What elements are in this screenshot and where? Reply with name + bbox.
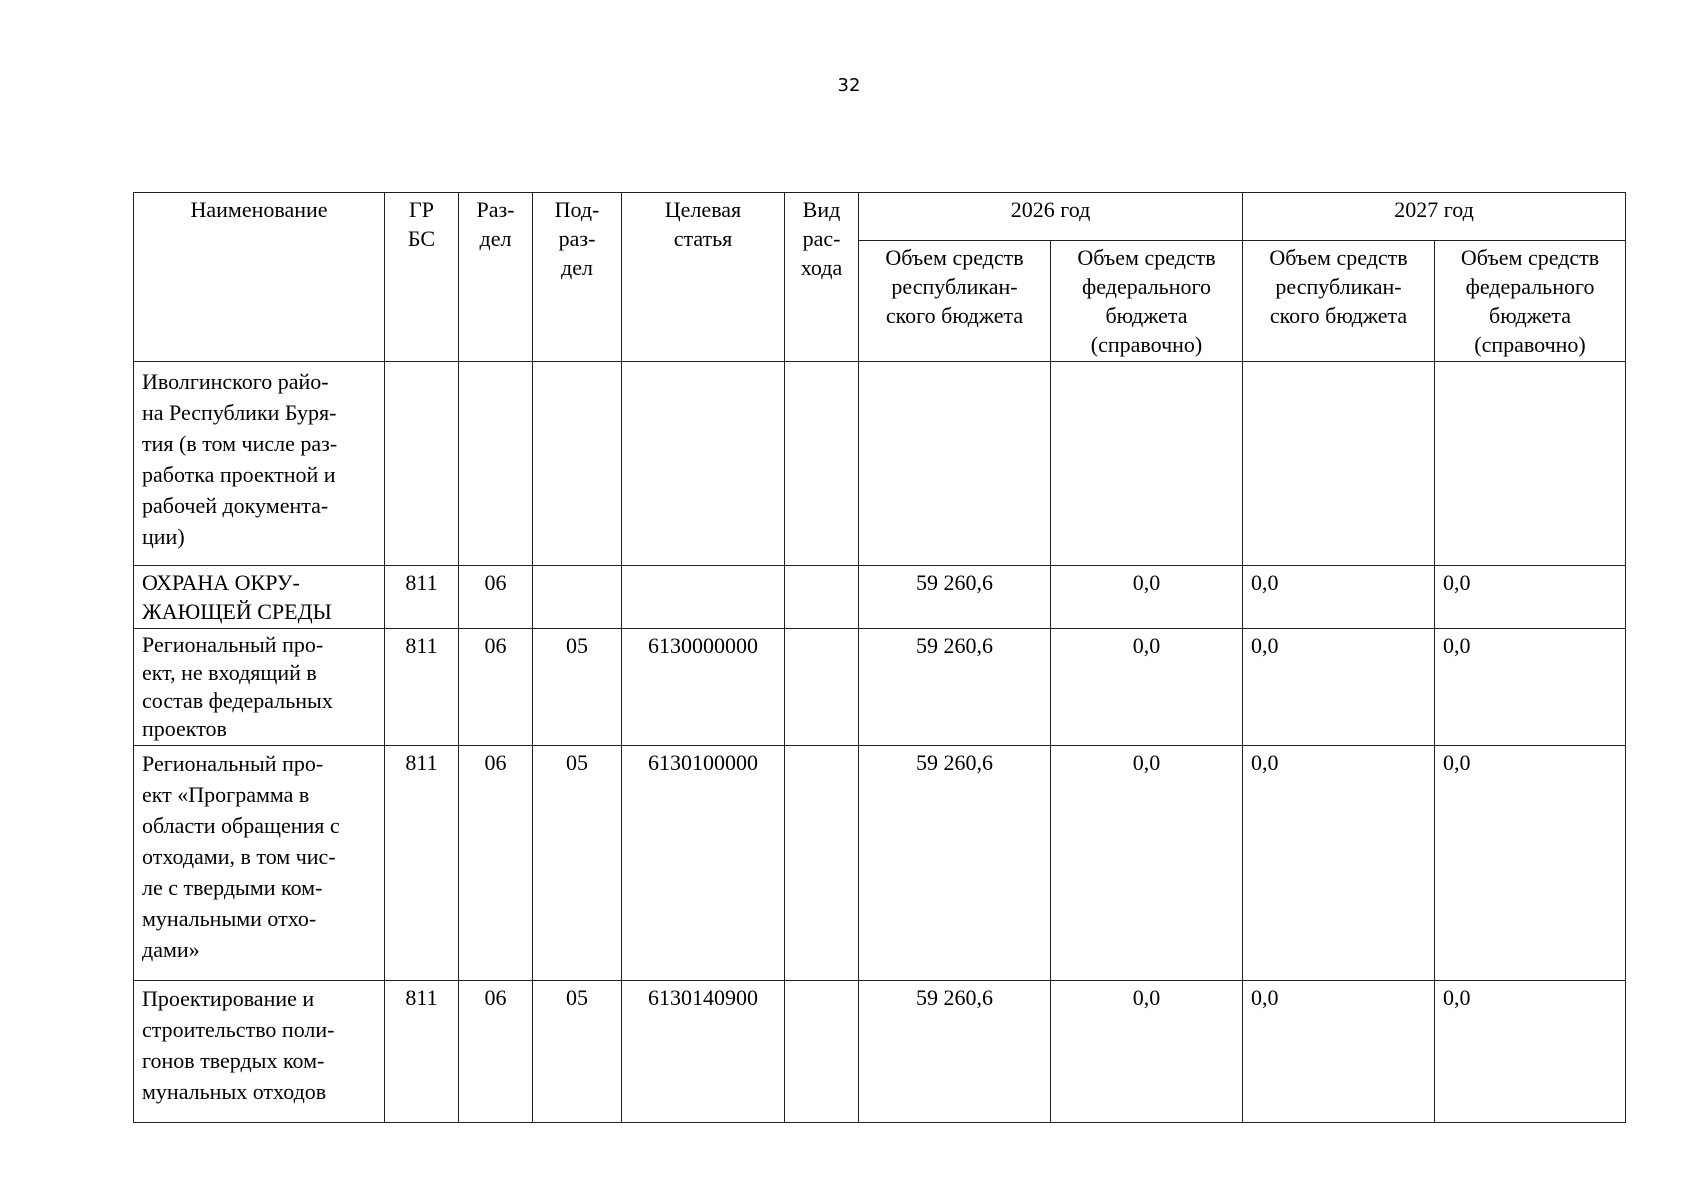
header-year-2027 — [1243, 193, 1626, 241]
cell-celevaya: 6130000000 — [622, 629, 785, 746]
header-name-label: Наименование — [190, 197, 328, 222]
cell-name: Региональный про- ект «Программа в области обращения с отходами, в том чис- ле с твердыми ком- мунальными отхо- дами» — [134, 746, 385, 981]
header-celevaya-label: Целевая статья — [664, 197, 742, 251]
header-2027-fed-label: Объем средств федерального бюджета (справочно) — [1460, 245, 1600, 357]
header-2026-fed — [1051, 241, 1243, 362]
table-row — [134, 746, 1626, 981]
cell-celevaya — [622, 362, 785, 566]
cell-2027-rep: 0,0 — [1243, 629, 1435, 746]
header-2027-rep-label: Объем средств республикан- ского бюджета — [1269, 245, 1408, 328]
cell-vid — [785, 362, 859, 566]
cell-2027-fed: 0,0 — [1435, 746, 1626, 981]
header-year-2026-label: 2026 год — [1010, 197, 1091, 222]
cell-podrazdel: 05 — [533, 629, 622, 746]
cell-2026-rep: 59 260,6 — [859, 566, 1051, 629]
page-number: 32 — [837, 75, 861, 96]
header-celevaya — [622, 193, 785, 362]
budget-table — [133, 192, 1626, 1123]
header-name — [134, 193, 385, 362]
table-row — [134, 566, 1626, 629]
cell-celevaya — [622, 566, 785, 629]
cell-2026-fed: 0,0 — [1051, 566, 1243, 629]
header-vid-label: Вид рас- хода — [800, 197, 843, 280]
cell-2026-fed: 0,0 — [1051, 629, 1243, 746]
cell-2026-fed: 0,0 — [1051, 746, 1243, 981]
header-2027-fed — [1435, 241, 1626, 362]
header-2026-rep — [859, 241, 1051, 362]
cell-2026-rep: 59 260,6 — [859, 629, 1051, 746]
cell-2027-fed: 0,0 — [1435, 981, 1626, 1123]
cell-2026-rep — [859, 362, 1051, 566]
header-year-2026 — [859, 193, 1243, 241]
cell-2027-fed — [1435, 362, 1626, 566]
cell-grbs: 811 — [385, 746, 459, 981]
cell-grbs: 811 — [385, 566, 459, 629]
cell-2027-fed: 0,0 — [1435, 566, 1626, 629]
cell-name: Проектирование и строительство поли- гонов твердых ком- мунальных отходов — [134, 981, 385, 1123]
table-row — [134, 362, 1626, 566]
cell-podrazdel: 05 — [533, 981, 622, 1123]
cell-grbs — [385, 362, 459, 566]
cell-vid — [785, 566, 859, 629]
header-2026-fed-label: Объем средств федерального бюджета (справочно) — [1077, 245, 1216, 357]
cell-grbs: 811 — [385, 981, 459, 1123]
table-body — [134, 362, 1626, 1123]
cell-celevaya: 6130140900 — [622, 981, 785, 1123]
table-row — [134, 981, 1626, 1123]
header-podrazdel — [533, 193, 622, 362]
cell-2027-rep: 0,0 — [1243, 566, 1435, 629]
header-vid — [785, 193, 859, 362]
cell-podrazdel: 05 — [533, 746, 622, 981]
header-grbs — [385, 193, 459, 362]
cell-razdel — [459, 362, 533, 566]
cell-2026-fed: 0,0 — [1051, 981, 1243, 1123]
cell-vid — [785, 746, 859, 981]
cell-2026-rep: 59 260,6 — [859, 746, 1051, 981]
cell-podrazdel — [533, 362, 622, 566]
header-podrazdel-label: Под- раз- дел — [554, 197, 600, 280]
header-2026-rep-label: Объем средств республикан- ского бюджета — [885, 245, 1024, 328]
cell-celevaya: 6130100000 — [622, 746, 785, 981]
cell-2026-fed — [1051, 362, 1243, 566]
cell-razdel: 06 — [459, 629, 533, 746]
cell-2027-rep: 0,0 — [1243, 981, 1435, 1123]
cell-podrazdel — [533, 566, 622, 629]
cell-vid — [785, 981, 859, 1123]
cell-2027-rep — [1243, 362, 1435, 566]
cell-razdel: 06 — [459, 746, 533, 981]
header-year-2027-label: 2027 год — [1394, 197, 1474, 222]
cell-name: Региональный про- ект, не входящий в состав федеральных проектов — [134, 629, 385, 746]
table-header — [134, 193, 1626, 362]
table-row — [134, 629, 1626, 746]
cell-2027-fed: 0,0 — [1435, 629, 1626, 746]
cell-name: Иволгинского райо- на Республики Буря- тия (в том числе раз- работка проектной и рабочей документа- ции) — [134, 362, 385, 566]
cell-grbs: 811 — [385, 629, 459, 746]
cell-razdel: 06 — [459, 566, 533, 629]
cell-2027-rep: 0,0 — [1243, 746, 1435, 981]
cell-vid — [785, 629, 859, 746]
header-2027-rep — [1243, 241, 1435, 362]
cell-razdel: 06 — [459, 981, 533, 1123]
header-grbs-label: ГР БС — [407, 197, 436, 251]
header-razdel-label: Раз- дел — [476, 197, 515, 251]
cell-2026-rep: 59 260,6 — [859, 981, 1051, 1123]
cell-name: ОХРАНА ОКРУ- ЖАЮЩЕЙ СРЕДЫ — [134, 566, 385, 629]
header-razdel — [459, 193, 533, 362]
